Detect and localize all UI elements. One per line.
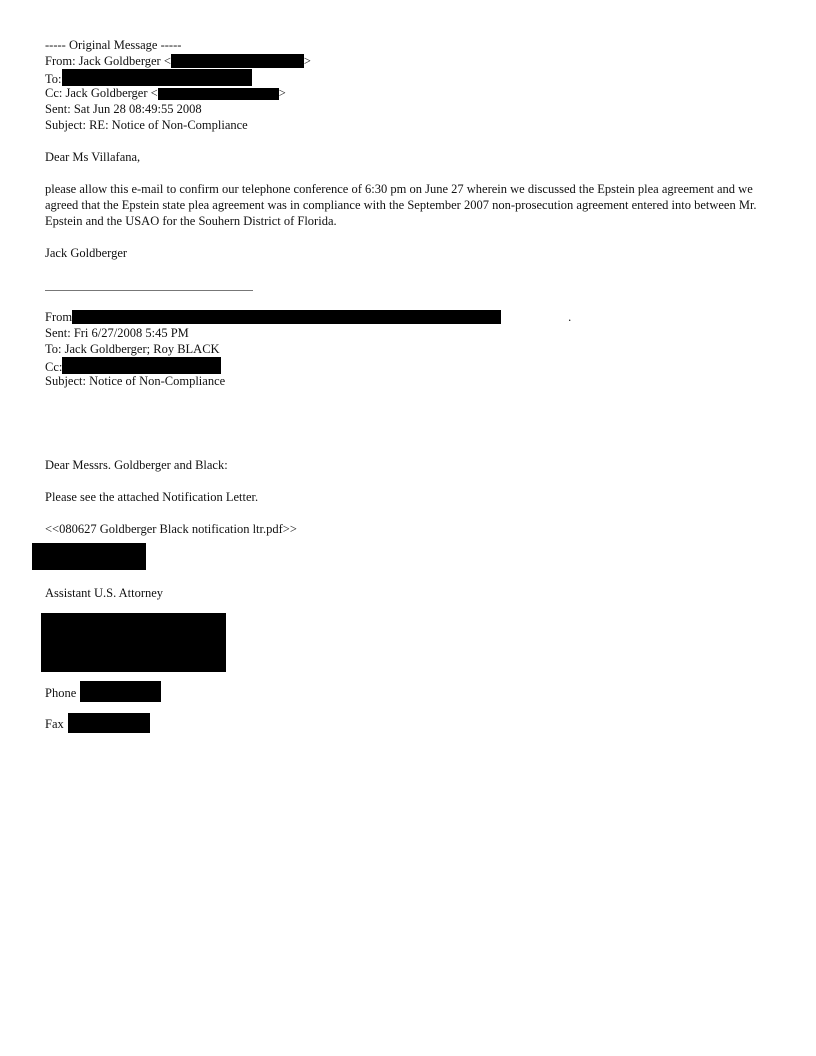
original-cc-label: Cc: bbox=[45, 360, 63, 374]
original-from-line bbox=[45, 309, 571, 325]
redaction-block bbox=[41, 613, 226, 672]
reply-sent-line: Sent: Sat Jun 28 08:49:55 2008 bbox=[45, 102, 202, 116]
original-message-separator: ----- Original Message ----- bbox=[45, 38, 182, 52]
redaction-block bbox=[171, 54, 304, 68]
reply-body: please allow this e-mail to confirm our telephone conference of 6:30 pm on June 27 wherein we discussed the Epstein plea agreement and we agreed that the Epstein state plea agreement was in compliance with the September 2007 non-prosecution agreement entered into between Mr. Epstein and the USAO for the Souhern District of Florida. bbox=[45, 182, 757, 228]
redaction-block bbox=[62, 357, 221, 374]
reply-from-end: > bbox=[303, 54, 311, 68]
redaction-block bbox=[32, 543, 146, 570]
signature-title: Assistant U.S. Attorney bbox=[45, 586, 164, 600]
redaction-block bbox=[62, 69, 252, 86]
reply-from-line bbox=[45, 53, 311, 69]
redaction-block bbox=[68, 713, 150, 733]
original-subject-line: Subject: Notice of Non-Compliance bbox=[45, 374, 226, 388]
original-from-end: . bbox=[568, 310, 572, 324]
reply-cc-label: Cc: Jack Goldberger < bbox=[45, 86, 158, 100]
original-sent-line: Sent: Fri 6/27/2008 5:45 PM bbox=[45, 326, 189, 340]
fax-label: Fax bbox=[45, 717, 64, 731]
reply-greeting: Dear Ms Villafana, bbox=[45, 150, 141, 164]
reply-signature: Jack Goldberger bbox=[45, 246, 128, 260]
reply-subject-line: Subject: RE: Notice of Non-Compliance bbox=[45, 118, 248, 132]
original-body: Please see the attached Notification Letter. bbox=[45, 490, 259, 504]
original-to-line: To: Jack Goldberger; Roy BLACK bbox=[45, 342, 220, 356]
original-greeting: Dear Messrs. Goldberger and Black: bbox=[45, 458, 228, 472]
redaction-block bbox=[72, 310, 501, 324]
phone-line bbox=[45, 681, 161, 702]
redaction-block bbox=[80, 681, 161, 702]
redaction-block bbox=[158, 88, 279, 100]
reply-from-label: From: Jack Goldberger < bbox=[45, 54, 171, 68]
original-from-label: From bbox=[45, 310, 73, 324]
attachment-link[interactable]: <<080627 Goldberger Black notification ltr.pdf>> bbox=[45, 522, 297, 536]
reply-cc-line bbox=[45, 85, 286, 101]
reply-to-label: To: bbox=[45, 72, 62, 86]
phone-label: Phone bbox=[45, 686, 77, 700]
fax-line bbox=[45, 713, 150, 733]
divider-rule bbox=[45, 290, 253, 291]
reply-cc-end: > bbox=[278, 86, 286, 100]
